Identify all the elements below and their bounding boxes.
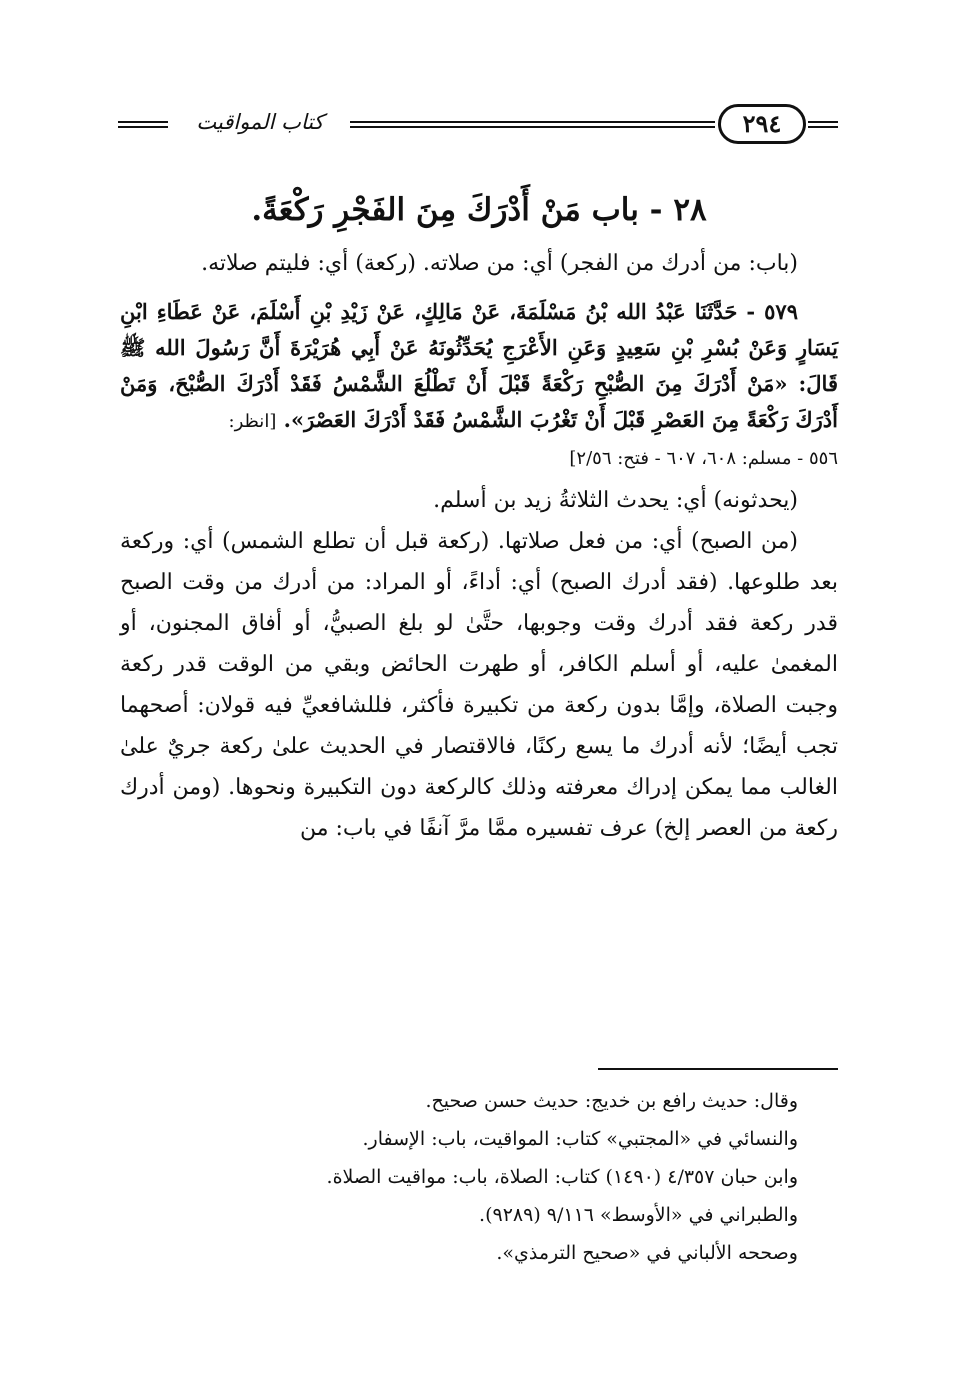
hadith-ref-inline: [انظر: (228, 411, 277, 432)
hadith-text (120, 294, 838, 440)
commentary-paragraph: (من الصبح) أي: من فعل صلاتها. (ركعة قبل أن تطلع الشمس) أي: وركعة بعد طلوعها. (فقد أدرك الصبح) أي: أداءً، أو المراد: من أدرك من وقت الصبح قدر ركعة فقد أدرك وقت وجوبها، حتَّىٰ لو بلغ الصبيُّ، أو أفاق المجنون، أو المغمىٰ عليه، أو أسلم الكافر، أو طهرت الحائض وبقي من الوقت قدر ركعة وجبت الصلاة، وإمَّا بدون ركعة من تكبيرة فأكثر، فللشافعيِّ فيه قولان: أصحهما تجب أيضًا؛ لأنه أدرك ما يسع ركنًا، فالاقتصار في الحديث علىٰ ركعة جريٌ علىٰ الغالب مما يمكن إدراك معرفته وذلك كالركعة دون التكبيرة ونحوها. (ومن أدرك ركعة من العصر إلخ) عرف تفسيره ممَّا مرَّ آنفًا في باب: من (120, 529, 838, 841)
hadith-reference: ٥٥٦ - مسلم: ٦٠٨، ٦٠٧ - فتح: ٢/٥٦] (569, 448, 838, 469)
footnote-line: وابن حبان ٤/٣٥٧ (١٤٩٠) كتاب: الصلاة، باب: مواقيت الصلاة. (326, 1166, 798, 1188)
commentary-paragraph: (يحدثونه) أي: يحدث الثلاثةُ زيد بن أسلم. (433, 488, 798, 513)
header-rule-left (118, 121, 168, 128)
header-rule-right (808, 121, 838, 128)
header-rule-middle (350, 121, 715, 128)
main-text (120, 185, 838, 849)
footnote-line: وصححه الألباني في «صحيح الترمذي». (496, 1242, 798, 1264)
footnote-separator (598, 1068, 838, 1070)
chapter-title: ٢٨ - باب مَنْ أَدْرَكَ مِنَ الفَجْرِ رَكْعَةً. (251, 192, 707, 228)
page-number: ٢٩٤ (718, 104, 806, 144)
commentary-paragraph: (باب: من أدرك من الفجر) أي: من صلاته. (ركعة) أي: فليتم صلاته. (201, 251, 798, 276)
footnote-line: والطبراني في «الأوسط» ٩/١١٦ (٩٢٨٩). (479, 1204, 798, 1226)
footnote-line: والنسائي في «المجتبي» كتاب: المواقيت، باب: الإسفار. (362, 1128, 798, 1150)
running-header (118, 104, 838, 144)
footnote-line: وقال: حديث رافع بن خديج: حديث حسن صحيح. (425, 1090, 798, 1112)
footnotes (120, 1082, 838, 1272)
hadith-body: ٥٧٩ - حَدَّثَنَا عَبْدُ الله بْنُ مَسْلَمَةَ، عَنْ مَالِكٍ، عَنْ زَيْدِ بْنِ أَسْلَمَ، عَنْ عَطَاءِ ابْنِ يَسَارٍ وَعَنْ بُسْرِ بْنِ سَعِيدٍ وَعَنِ الأَعْرَجِ يُحَدِّثُونَهُ عَنْ أَبِي هُرَيْرَةَ أَنَّ رَسُولَ الله ﷺ قَالَ: «مَنْ أَدْرَكَ مِنَ الصُّبْحِ رَكْعَةً قَبْلَ أَنْ تَطْلُعَ الشَّمْسُ فَقَدْ أَدْرَكَ الصُّبْحَ، وَمَنْ أَدْرَكَ رَكْعَةً مِنَ العَصْرِ قَبْلَ أَنْ تَغْرُبَ الشَّمْسُ فَقَدْ أَدْرَكَ العَصْرَ». (120, 299, 838, 432)
book-title: كتاب المواقيت (196, 110, 324, 134)
